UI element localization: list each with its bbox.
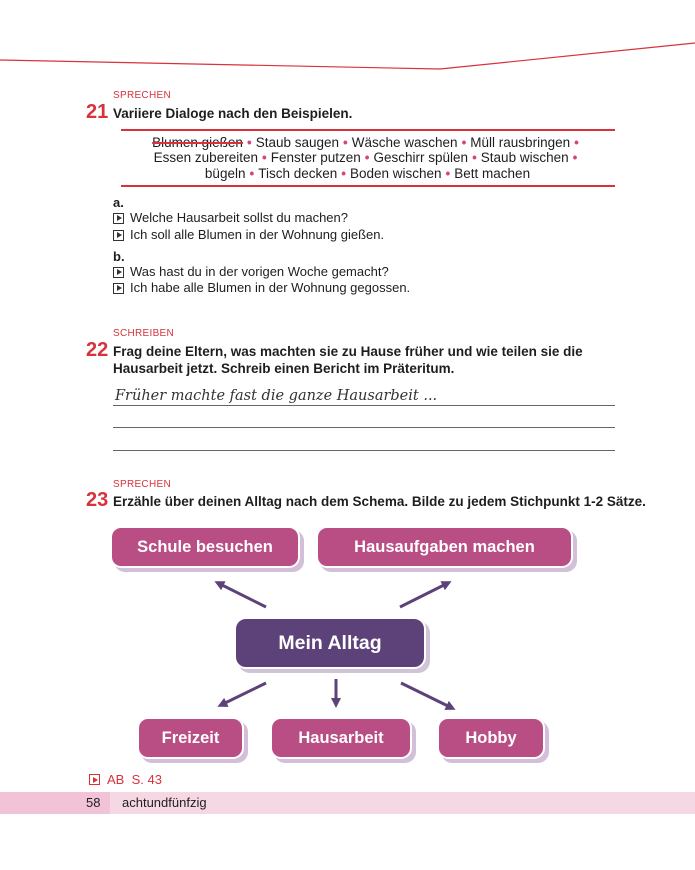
arrow-box-icon bbox=[89, 774, 100, 785]
pill-mein-alltag: Mein Alltag bbox=[234, 617, 426, 669]
ab-reference[interactable] bbox=[89, 772, 162, 787]
dialog-a-line-1: Welche Hausarbeit sollst du machen? bbox=[113, 210, 348, 226]
word-item: Boden wischen bbox=[349, 166, 442, 181]
word-item: Müll rausbringen bbox=[470, 135, 571, 150]
word-line-2: Essen zubereiten • Fenster putzen • Geschirr spülen • Staub wischen • bbox=[153, 150, 578, 165]
ex21-title: Variiere Dialoge nach den Beispielen. bbox=[113, 106, 353, 121]
ex23-section-tag: SPRECHEN bbox=[113, 479, 171, 490]
word-item: Tisch decken bbox=[258, 166, 338, 181]
ab-reference-text: AB S. 43 bbox=[107, 772, 162, 787]
pill-hausarbeit: Hausarbeit bbox=[270, 717, 412, 759]
arrow-to-hausaufgaben bbox=[400, 583, 448, 607]
word-item: Wäsche waschen bbox=[351, 135, 458, 150]
ex23-number: 23 bbox=[86, 489, 109, 511]
dialog-b-line-1: Was hast du in der vorigen Woche gemacht? bbox=[113, 264, 389, 280]
ex22-title-line-2: Hausarbeit jetzt. Schreib einen Bericht im Präteritum. bbox=[113, 361, 455, 376]
ex23-title: Erzähle über deinen Alltag nach dem Schema. Bilde zu jedem Stichpunkt 1-2 Sätze. bbox=[113, 494, 646, 509]
dialog-b-line-2: Ich habe alle Blumen in der Wohnung gegossen. bbox=[113, 280, 410, 296]
page-number: 58 bbox=[86, 795, 101, 810]
dialog-a-label: a. bbox=[113, 195, 124, 210]
ex22-section-tag: SCHREIBEN bbox=[113, 328, 175, 339]
pill-hausaufgaben-machen: Hausaufgaben machen bbox=[316, 526, 573, 568]
pill-hobby: Hobby bbox=[437, 717, 545, 759]
word-item: Staub wischen bbox=[480, 150, 569, 165]
arrow-to-freizeit bbox=[221, 683, 266, 705]
word-line-1: Blumen gießen • Staub saugen • Wäsche waschen • Müll rausbringen • bbox=[152, 135, 579, 150]
handwritten-sample: Früher machte fast die ganze Hausarbeit ... bbox=[115, 388, 438, 404]
pill-freizeit: Freizeit bbox=[137, 717, 244, 759]
word-item: Staub saugen bbox=[255, 135, 340, 150]
ex21-number: 21 bbox=[86, 101, 109, 123]
word-item: Geschirr spülen bbox=[373, 150, 469, 165]
dialog-b-label: b. bbox=[113, 249, 125, 264]
dialog-a-line-2: Ich soll alle Blumen in der Wohnung gießen. bbox=[113, 227, 384, 243]
word-item: bügeln bbox=[204, 166, 246, 181]
ex22-title-line-1: Frag deine Eltern, was machten sie zu Hause früher und wie teilen sie die bbox=[113, 344, 583, 359]
pill-schule-besuchen: Schule besuchen bbox=[110, 526, 300, 568]
word-item: Fenster putzen bbox=[270, 150, 361, 165]
word-blumen-giessen: Blumen gießen bbox=[152, 135, 243, 150]
page-number-word: achtundfünfzig bbox=[122, 795, 207, 810]
arrow-to-schule bbox=[218, 583, 266, 607]
word-line-3: bügeln • Tisch decken • Boden wischen • Bett machen bbox=[204, 166, 531, 181]
ex22-number: 22 bbox=[86, 339, 109, 361]
word-item: Bett machen bbox=[454, 166, 531, 181]
arrow-to-hobby bbox=[401, 683, 452, 708]
word-item: Essen zubereiten bbox=[153, 150, 258, 165]
ex21-section-tag: SPRECHEN bbox=[113, 90, 171, 101]
